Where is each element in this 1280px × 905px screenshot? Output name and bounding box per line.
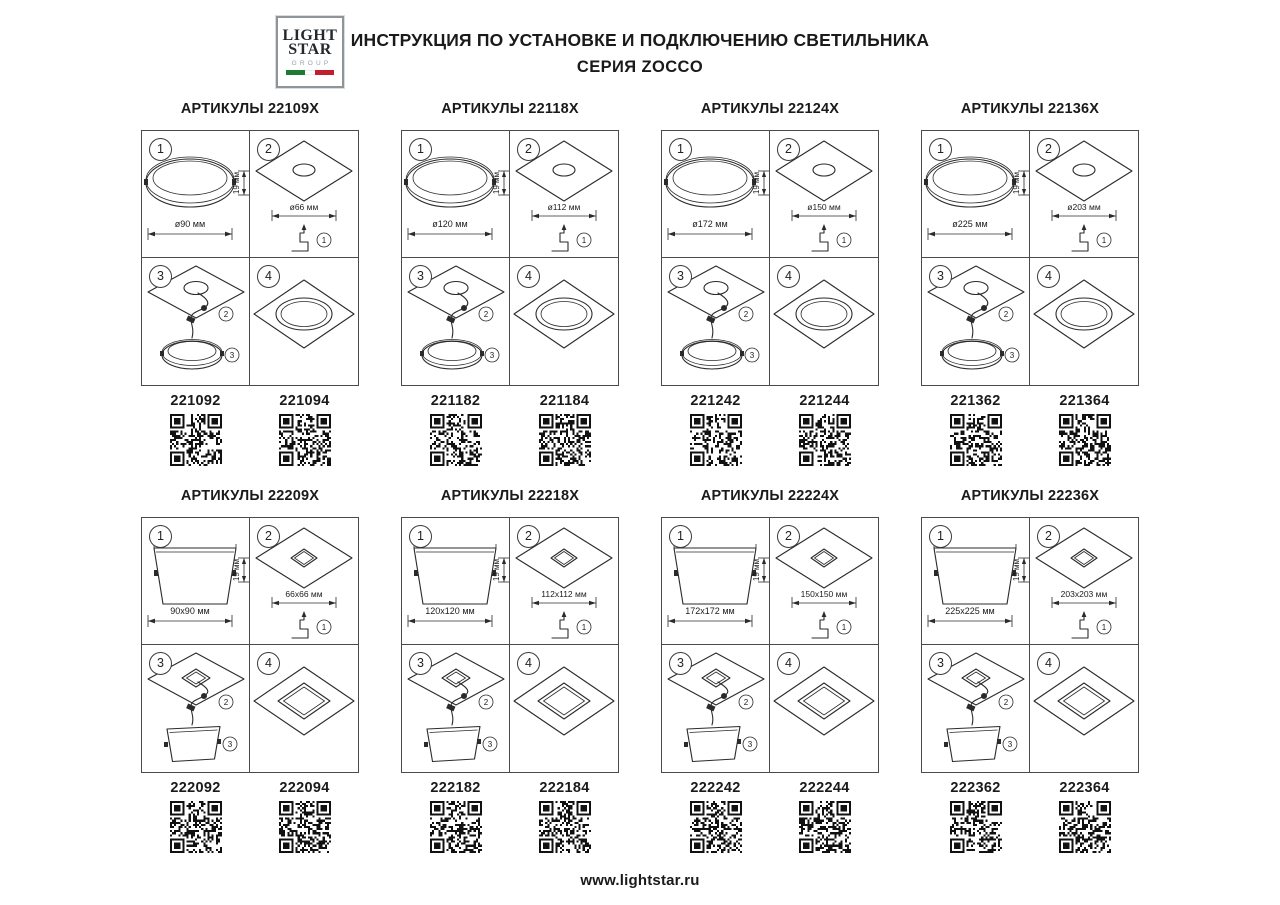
svg-text:3: 3 [489, 351, 495, 360]
ref-badge-1 [837, 620, 851, 634]
step-number-badge: 4 [257, 652, 280, 675]
ref-badge-2 [479, 307, 493, 321]
step-grid [401, 130, 619, 386]
step-number-badge: 3 [669, 265, 692, 288]
ref-badge-2 [219, 307, 233, 321]
square-fixtures-row [0, 488, 1280, 853]
step-number-badge: 4 [517, 652, 540, 675]
step-grid [401, 517, 619, 773]
svg-text:3: 3 [749, 351, 755, 360]
product-panel [921, 488, 1139, 853]
step-cell-3 [662, 645, 770, 772]
dimension-hole-label: 112x112 мм [541, 589, 587, 599]
step-cell-2 [770, 131, 878, 258]
step-number-badge: 2 [1037, 138, 1060, 161]
step-grid [921, 517, 1139, 773]
article-number-right: 222094 [279, 780, 330, 796]
qr-code [430, 801, 482, 853]
step-grid [661, 517, 879, 773]
svg-text:3: 3 [1007, 740, 1013, 749]
dimension-hole-label: 203x203 мм [1060, 589, 1108, 599]
svg-text:1: 1 [1101, 623, 1107, 632]
ref-badge-1 [577, 233, 591, 247]
svg-text:3: 3 [229, 351, 235, 360]
step-cell-3 [142, 645, 250, 772]
step-number-badge: 2 [517, 525, 540, 548]
qr-codes-row [921, 801, 1139, 853]
product-panel [141, 101, 359, 466]
step-number-badge: 1 [149, 525, 172, 548]
product-panel [401, 488, 619, 853]
qr-codes-row [401, 801, 619, 853]
ref-badge-1 [1097, 620, 1111, 634]
ref-badge-2 [219, 695, 233, 709]
step-number-badge: 1 [929, 525, 952, 548]
ref-badge-2 [739, 695, 753, 709]
qr-code [1059, 414, 1111, 466]
dimension-height-label: 19 мм [492, 171, 501, 195]
dimension-height-label: 19 мм [492, 558, 501, 582]
step-cell-3 [922, 645, 1030, 772]
dimension-width-label: 90x90 мм [170, 606, 210, 616]
step-cell-3 [922, 258, 1030, 385]
ref-badge-2 [999, 307, 1013, 321]
article-number-right: 222244 [799, 780, 850, 796]
svg-text:2: 2 [223, 698, 229, 707]
step-cell-1 [142, 518, 250, 645]
dimension-hole-label: ø203 мм [1067, 202, 1101, 212]
article-number-right: 221094 [279, 393, 330, 409]
dimension-width-label: ø172 мм [692, 219, 728, 229]
svg-text:2: 2 [1003, 698, 1009, 707]
header [0, 0, 1280, 96]
page-title: ИНСТРУКЦИЯ ПО УСТАНОВКЕ И ПОДКЛЮЧЕНИЮ СВЕТИЛЬНИКА [350, 30, 930, 50]
svg-text:2: 2 [483, 310, 489, 319]
svg-text:2: 2 [1003, 310, 1009, 319]
step-number-badge: 2 [517, 138, 540, 161]
article-number-left: 221182 [430, 393, 481, 409]
step-cell-3 [142, 258, 250, 385]
step-cell-4 [1030, 258, 1138, 385]
step-number-badge: 4 [257, 265, 280, 288]
footer-url: www.lightstar.ru [580, 872, 700, 889]
qr-code [799, 414, 851, 466]
dimension-hole-label: ø66 мм [289, 202, 319, 212]
article-numbers-row [661, 780, 879, 796]
step-number-badge: 2 [257, 138, 280, 161]
article-number-right: 222184 [539, 780, 590, 796]
dimension-height-label: 19 мм [752, 171, 761, 195]
step-cell-1 [922, 518, 1030, 645]
article-numbers-row [141, 780, 359, 796]
dimension-hole-label: ø150 мм [807, 202, 841, 212]
step-grid [141, 130, 359, 386]
qr-codes-row [921, 414, 1139, 466]
dimension-height-label: 19 мм [1012, 171, 1021, 195]
step-number-badge: 3 [149, 652, 172, 675]
step-grid [141, 517, 359, 773]
dimension-height-label: 19 мм [232, 558, 241, 582]
svg-text:2: 2 [743, 698, 749, 707]
dimension-width-label: 172x172 мм [685, 606, 735, 616]
article-number-right: 222364 [1059, 780, 1110, 796]
step-grid [661, 130, 879, 386]
step-number-badge: 4 [777, 265, 800, 288]
qr-code [950, 414, 1002, 466]
panel-title: АРТИКУЛЫ 22136X [960, 101, 1100, 117]
dimension-hole-label: ø112 мм [547, 202, 581, 212]
step-number-badge: 2 [777, 525, 800, 548]
step-cell-4 [250, 645, 358, 772]
panel-title: АРТИКУЛЫ 22124X [700, 101, 840, 117]
step-number-badge: 4 [777, 652, 800, 675]
step-number-badge: 3 [149, 265, 172, 288]
qr-code [279, 801, 331, 853]
svg-text:1: 1 [841, 236, 847, 245]
dimension-width-label: ø90 мм [174, 219, 206, 229]
product-panel [661, 101, 879, 466]
step-number-badge: 2 [1037, 525, 1060, 548]
svg-text:2: 2 [743, 310, 749, 319]
product-panel [401, 101, 619, 466]
ref-badge-2 [479, 695, 493, 709]
ref-badge-1 [317, 233, 331, 247]
step-cell-1 [402, 518, 510, 645]
svg-text:1: 1 [1101, 236, 1107, 245]
article-number-right: 221184 [539, 393, 590, 409]
panel-title: АРТИКУЛЫ 22218X [440, 488, 580, 504]
article-number-left: 222242 [690, 780, 741, 796]
article-numbers-row [921, 393, 1139, 409]
qr-code [539, 414, 591, 466]
qr-code [690, 414, 742, 466]
dimension-width-label: 225x225 мм [945, 606, 995, 616]
ref-badge-2 [739, 307, 753, 321]
article-number-left: 221362 [950, 393, 1001, 409]
ref-badge-3 [225, 348, 239, 362]
panel-title: АРТИКУЛЫ 22109X [180, 101, 320, 117]
step-number-badge: 1 [149, 138, 172, 161]
svg-text:2: 2 [223, 310, 229, 319]
step-cell-2 [770, 518, 878, 645]
step-number-badge: 3 [929, 265, 952, 288]
qr-code [799, 801, 851, 853]
article-numbers-row [401, 393, 619, 409]
svg-text:1: 1 [321, 623, 327, 632]
step-cell-1 [922, 131, 1030, 258]
step-cell-1 [662, 518, 770, 645]
article-numbers-row [921, 780, 1139, 796]
step-cell-1 [662, 131, 770, 258]
article-number-left: 221092 [170, 393, 221, 409]
product-panel [921, 101, 1139, 466]
svg-text:2: 2 [483, 698, 489, 707]
step-number-badge: 1 [929, 138, 952, 161]
panel-title: АРТИКУЛЫ 22224X [700, 488, 840, 504]
panel-title: АРТИКУЛЫ 22118X [441, 101, 579, 117]
ref-badge-1 [577, 620, 591, 634]
qr-code [1059, 801, 1111, 853]
dimension-hole-label: 150x150 мм [800, 589, 848, 599]
step-cell-4 [770, 258, 878, 385]
step-number-badge: 3 [409, 652, 432, 675]
qr-code [430, 414, 482, 466]
logo-word-group: GROUP [291, 59, 332, 67]
dimension-height-label: 19 мм [1012, 558, 1021, 582]
step-number-badge: 3 [409, 265, 432, 288]
step-cell-2 [1030, 131, 1138, 258]
step-cell-1 [142, 131, 250, 258]
step-grid [921, 130, 1139, 386]
ref-badge-3 [483, 737, 497, 751]
ref-badge-3 [223, 737, 237, 751]
svg-text:1: 1 [841, 623, 847, 632]
product-panel [661, 488, 879, 853]
svg-text:3: 3 [747, 740, 753, 749]
article-numbers-row [661, 393, 879, 409]
article-number-left: 222092 [170, 780, 221, 796]
panel-title: АРТИКУЛЫ 22209X [180, 488, 320, 504]
dimension-width-label: ø225 мм [952, 219, 988, 229]
title-block [0, 26, 1280, 77]
step-cell-4 [250, 258, 358, 385]
ref-badge-3 [1005, 348, 1019, 362]
qr-code [170, 801, 222, 853]
ref-badge-3 [743, 737, 757, 751]
step-cell-4 [770, 645, 878, 772]
article-number-left: 222362 [950, 780, 1001, 796]
step-cell-2 [510, 518, 618, 645]
ref-badge-1 [317, 620, 331, 634]
qr-code [690, 801, 742, 853]
qr-codes-row [401, 414, 619, 466]
panel-title: АРТИКУЛЫ 22236X [960, 488, 1100, 504]
qr-code [539, 801, 591, 853]
step-number-badge: 4 [1037, 652, 1060, 675]
qr-code [950, 801, 1002, 853]
ref-badge-3 [1003, 737, 1017, 751]
step-cell-2 [250, 518, 358, 645]
ref-badge-2 [999, 695, 1013, 709]
article-number-left: 221242 [690, 393, 741, 409]
svg-text:1: 1 [581, 236, 587, 245]
qr-codes-row [661, 801, 879, 853]
logo-word-light: LIGHT [282, 26, 338, 44]
article-number-right: 221244 [799, 393, 850, 409]
step-number-badge: 1 [669, 138, 692, 161]
qr-codes-row [141, 414, 359, 466]
step-cell-2 [510, 131, 618, 258]
step-number-badge: 1 [409, 525, 432, 548]
dimension-height-label: 19 мм [752, 558, 761, 582]
qr-codes-row [661, 414, 879, 466]
svg-text:1: 1 [581, 623, 587, 632]
article-number-left: 222182 [430, 780, 481, 796]
page-subtitle: СЕРИЯ ZOCCO [576, 58, 704, 76]
round-fixtures-row [0, 101, 1280, 466]
qr-code [279, 414, 331, 466]
product-panel [141, 488, 359, 853]
article-numbers-row [141, 393, 359, 409]
dimension-width-label: 120x120 мм [425, 606, 475, 616]
step-cell-3 [402, 258, 510, 385]
step-cell-3 [402, 645, 510, 772]
step-number-badge: 3 [669, 652, 692, 675]
svg-text:3: 3 [227, 740, 233, 749]
step-number-badge: 4 [517, 265, 540, 288]
svg-text:3: 3 [1009, 351, 1015, 360]
ref-badge-1 [837, 233, 851, 247]
step-cell-4 [510, 645, 618, 772]
step-cell-2 [250, 131, 358, 258]
step-cell-3 [662, 258, 770, 385]
step-cell-1 [402, 131, 510, 258]
step-number-badge: 3 [929, 652, 952, 675]
dimension-hole-label: 66x66 мм [285, 589, 323, 599]
qr-code [170, 414, 222, 466]
ref-badge-1 [1097, 233, 1111, 247]
dimension-width-label: ø120 мм [432, 219, 468, 229]
qr-codes-row [141, 801, 359, 853]
ref-badge-3 [485, 348, 499, 362]
step-cell-2 [1030, 518, 1138, 645]
article-numbers-row [401, 780, 619, 796]
ref-badge-3 [745, 348, 759, 362]
step-cell-4 [1030, 645, 1138, 772]
svg-text:1: 1 [321, 236, 327, 245]
step-number-badge: 1 [669, 525, 692, 548]
step-number-badge: 2 [257, 525, 280, 548]
step-number-badge: 4 [1037, 265, 1060, 288]
article-number-right: 221364 [1059, 393, 1110, 409]
svg-text:3: 3 [487, 740, 493, 749]
step-number-badge: 2 [777, 138, 800, 161]
logo-word-star: STAR [288, 40, 332, 58]
step-cell-4 [510, 258, 618, 385]
dimension-height-label: 19 мм [232, 171, 241, 195]
step-number-badge: 1 [409, 138, 432, 161]
